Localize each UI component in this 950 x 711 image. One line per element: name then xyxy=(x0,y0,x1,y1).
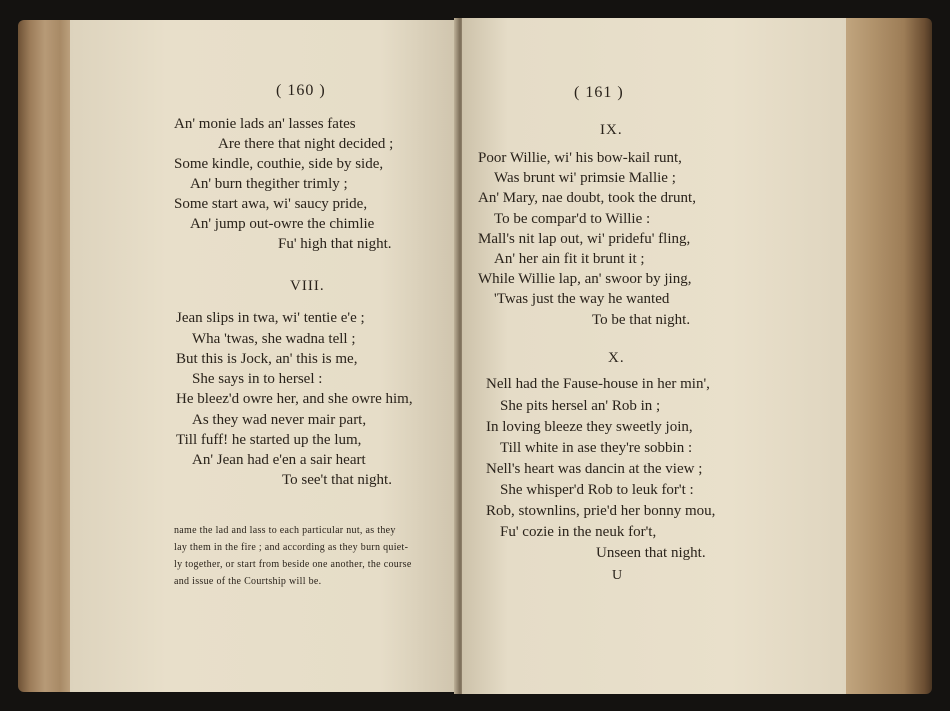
stanza-ix-line-2: Was brunt wi' primsie Mallie ; xyxy=(494,170,676,186)
stanza-viii-line-1: Jean slips in twa, wi' tentie e'e ; xyxy=(176,310,365,326)
left-page-edges xyxy=(18,20,78,692)
stanza-ix-line-5: Mall's nit lap out, wi' pridefu' fling, xyxy=(478,231,691,247)
stanza-ix-line-4: To be compar'd to Willie : xyxy=(494,211,651,227)
stanza-x-line-4: Till white in ase they're sobbin : xyxy=(500,440,693,456)
footnote-line-1: name the lad and lass to each particular nut, as they xyxy=(174,525,396,536)
stanza-x-line-2: She pits hersel an' Rob in ; xyxy=(500,398,661,414)
stanza-x-line-5: Nell's heart was dancin at the view ; xyxy=(486,461,703,477)
stanza-vii-line-2: Are there that night decided ; xyxy=(218,136,394,152)
stanza-vii-line-5: Some start awa, wi' saucy pride, xyxy=(174,196,368,212)
stanza-viii-line-5: He bleez'd owre her, and she owre him, xyxy=(176,391,413,407)
stanza-ix-line-8: 'Twas just the way he wanted xyxy=(494,291,670,307)
stanza-vii-line-6: An' jump out-owre the chimlie xyxy=(190,216,375,232)
stanza-viii-line-3: But this is Jock, an' this is me, xyxy=(176,351,358,367)
stanza-viii-line-9: To see't that night. xyxy=(282,472,392,488)
stanza-vii-line-3: Some kindle, couthie, side by side, xyxy=(174,156,384,172)
footnote-line-2: lay them in the fire ; and according as they burn quiet- xyxy=(174,542,409,553)
left-page xyxy=(70,20,458,692)
stanza-x-line-7: Rob, stownlins, prie'd her bonny mou, xyxy=(486,503,716,519)
stanza-x-line-8: Fu' cozie in the neuk for't, xyxy=(500,524,657,540)
right-page xyxy=(462,18,846,694)
stanza-viii-heading: VIII. xyxy=(290,278,325,294)
stanza-x-line-3: In loving bleeze they sweetly join, xyxy=(486,419,693,435)
stanza-ix-line-3: An' Mary, nae doubt, took the drunt, xyxy=(478,190,696,206)
stanza-vii-line-7: Fu' high that night. xyxy=(278,236,392,252)
stanza-x-heading: X. xyxy=(608,350,625,366)
signature-mark: U xyxy=(612,568,623,583)
stanza-vii-line-4: An' burn thegither trimly ; xyxy=(190,176,348,192)
stanza-ix-heading: IX. xyxy=(600,122,623,138)
stanza-ix-line-9: To be that night. xyxy=(592,312,691,328)
stanza-ix-line-7: While Willie lap, an' swoor by jing, xyxy=(478,271,692,287)
footnote-line-4: and issue of the Courtship will be. xyxy=(174,576,322,587)
stanza-viii-line-2: Wha 'twas, she wadna tell ; xyxy=(192,331,356,347)
stanza-ix-line-1: Poor Willie, wi' his bow-kail runt, xyxy=(478,150,682,166)
footnote-line-3: ly together, or start from beside one another, the course xyxy=(174,559,412,570)
stanza-viii-line-4: She says in to hersel : xyxy=(192,371,323,387)
right-page-edges xyxy=(838,18,932,694)
stanza-vii-line-1: An' monie lads an' lasses fates xyxy=(174,116,356,132)
stanza-x-line-1: Nell had the Fause-house in her min', xyxy=(486,376,710,392)
page-number-160: ( 160 ) xyxy=(276,82,326,99)
stanza-viii-line-8: An' Jean had e'en a sair heart xyxy=(192,452,366,468)
stanza-x-line-9: Unseen that night. xyxy=(596,545,706,561)
page-number-161: ( 161 ) xyxy=(574,84,624,101)
stanza-ix-line-6: An' her ain fit it brunt it ; xyxy=(494,251,645,267)
stanza-viii-line-7: Till fuff! he started up the lum, xyxy=(176,432,362,448)
stanza-viii-line-6: As they wad never mair part, xyxy=(192,412,367,428)
stanza-x-line-6: She whisper'd Rob to leuk for't : xyxy=(500,482,694,498)
